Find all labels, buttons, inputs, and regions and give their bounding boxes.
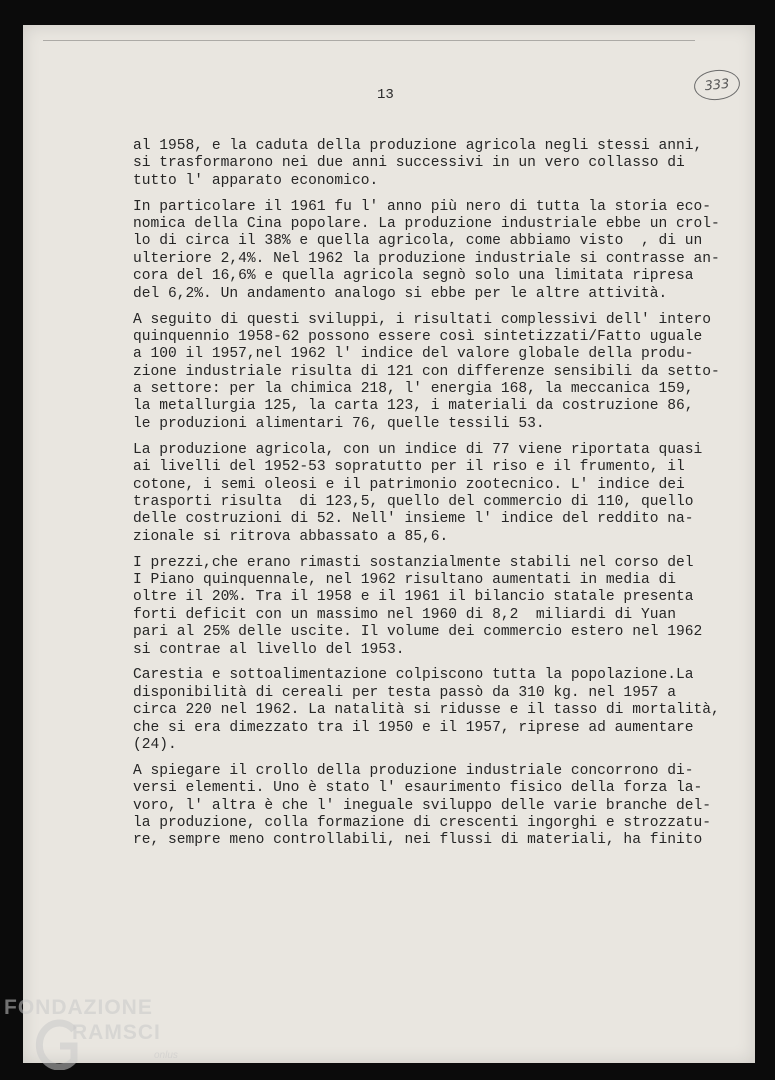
text-line: forti deficit con un massimo nel 1960 di 8,2 miliardi di Yuan (133, 606, 676, 623)
text-line: del 6,2%. Un andamento analogo si ebbe per le altre attività. (133, 285, 668, 302)
text-line: cotone, i semi oleosi e il patrimonio zootecnico. L' indice dei (133, 476, 685, 493)
text-line: zionale si ritrova abbassato a 85,6. (133, 528, 449, 545)
text-line: trasporti risulta di 123,5, quello del commercio di 110, quello (133, 493, 694, 510)
paragraph (133, 199, 763, 303)
archive-number: 333 (703, 76, 731, 94)
text-line: (24). (133, 737, 177, 753)
paragraph (133, 312, 763, 434)
text-line: Carestia e sottoalimentazione colpiscono tutta la popolazione.La (133, 667, 694, 684)
page-number: 13 (377, 87, 394, 103)
paragraph (133, 763, 763, 850)
watermark-line-3: onlus (154, 1050, 178, 1061)
text-line: circa 220 nel 1962. La natalità si ridusse e il tasso di mortalità, (133, 702, 720, 719)
paragraph (133, 555, 763, 659)
text-line: tutto l' apparato economico. (133, 172, 379, 189)
text-line: disponibilità di cereali per testa passò da 310 kg. nel 1957 a (133, 684, 676, 701)
text-line: I Piano quinquennale, nel 1962 risultano aumentati in media di (133, 571, 676, 588)
text-line: lo di circa il 38% e quella agricola, come abbiamo visto , di un (133, 233, 703, 250)
text-line: a settore: per la chimica 218, l' energia 168, la meccanica 159, (133, 381, 694, 398)
text-line: ulteriore 2,4%. Nel 1962 la produzione industriale si contrasse an- (133, 250, 720, 267)
body-text (133, 138, 763, 858)
watermark-logo (4, 996, 204, 1076)
text-line: la metallurgia 125, la carta 123, i materiali da costruzione 86, (133, 398, 694, 415)
text-line: A spiegare il crollo della produzione industriale concorrono di- (133, 762, 694, 779)
text-line: oltre il 20%. Tra il 1958 e il 1961 il bilancio statale presenta (133, 589, 694, 606)
watermark-line-1: FONDAZIONE (4, 996, 153, 1019)
paragraph (133, 138, 763, 190)
paragraph (133, 667, 763, 754)
text-line: si contrae al livello del 1953. (133, 641, 405, 658)
text-line: re, sempre meno controllabili, nei flussi di materiali, ha finito (133, 832, 703, 849)
text-line: al 1958, e la caduta della produzione agricola negli stessi anni, (133, 138, 703, 154)
text-line: I prezzi,che erano rimasti sostanzialmente stabili nel corso del (133, 554, 694, 571)
top-rule (43, 40, 695, 41)
text-line: le produzioni alimentari 76, quelle tessili 53. (133, 415, 545, 432)
text-line: nomica della Cina popolare. La produzione industriale ebbe un crol- (133, 216, 720, 233)
text-line: delle costruzioni di 52. Nell' insieme l' indice del reddito na- (133, 511, 694, 528)
text-line: cora del 16,6% e quella agricola segnò solo una limitata ripresa (133, 268, 694, 285)
text-line: In particolare il 1961 fu l' anno più nero di tutta la storia eco- (133, 198, 712, 215)
text-line: voro, l' altra è che l' ineguale sviluppo delle varie branche del- (133, 797, 712, 814)
text-line: quinquennio 1958-62 possono essere così sintetizzati/Fatto uguale (133, 328, 703, 345)
paragraph (133, 442, 763, 546)
watermark-line-2: RAMSCI (72, 1021, 161, 1044)
text-line: versi elementi. Uno è stato l' esaurimento fisico della forza la- (133, 780, 703, 797)
text-line: pari al 25% delle uscite. Il volume dei commercio estero nel 1962 (133, 624, 703, 641)
archive-number-stamp (693, 68, 742, 103)
text-line: La produzione agricola, con un indice di 77 viene riportata quasi (133, 441, 703, 458)
text-line: la produzione, colla formazione di crescenti ingorghi e strozzatu- (133, 815, 712, 832)
text-line: A seguito di questi sviluppi, i risultati complessivi dell' intero (133, 311, 712, 328)
text-line: si trasformarono nei due anni successivi in un vero collasso di (133, 155, 685, 172)
text-line: ai livelli del 1952-53 sopratutto per il riso e il frumento, il (133, 459, 685, 476)
text-line: a 100 il 1957,nel 1962 l' indice del valore globale della produ- (133, 346, 694, 363)
text-line: che si era dimezzato tra il 1950 e il 1957, riprese ad aumentare (133, 719, 694, 736)
document-page (23, 25, 755, 1063)
text-line: zione industriale risulta di 121 con differenze sensibili da setto- (133, 363, 720, 380)
